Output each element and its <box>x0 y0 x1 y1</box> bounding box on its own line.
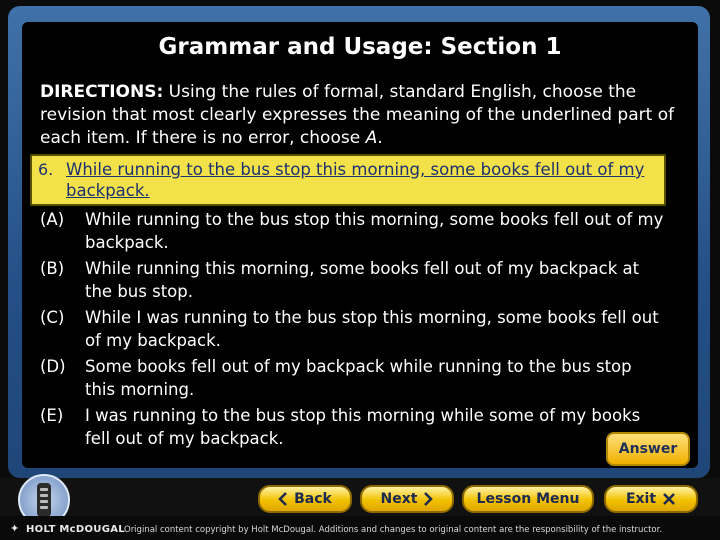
exit-button[interactable] <box>604 485 698 513</box>
choice-label: (C) <box>40 308 65 327</box>
back-label: Back <box>294 491 332 507</box>
choices-list <box>40 208 680 453</box>
slide-title: Grammar and Usage: Section 1 <box>158 34 562 60</box>
directions-letter: A <box>365 128 378 148</box>
lesson-menu-button[interactable] <box>462 485 594 513</box>
logo-icon: ✦ <box>10 522 20 535</box>
directions-end: . <box>377 128 383 148</box>
choice-label: (A) <box>40 210 65 229</box>
exit-label: Exit <box>625 491 657 507</box>
choice-label: (D) <box>40 357 66 376</box>
choice-text: While I was running to the bus stop this morning, some books fell out of my backpack. <box>85 308 659 350</box>
question-text: While running to the bus stop this morning, some books fell out of my backpack. <box>66 160 645 200</box>
lesson-menu-label: Lesson Menu <box>476 491 580 507</box>
directions <box>40 81 680 150</box>
question-number: 6. <box>38 160 54 179</box>
choice-label: (B) <box>40 259 65 278</box>
choice-b[interactable] <box>40 257 680 306</box>
choice-text: Some books fell out of my backpack while running to the bus stop this morning. <box>85 357 632 399</box>
choice-text: I was running to the bus stop this morning while some of my books fell out of my backpack. <box>85 406 641 448</box>
answer-button[interactable]: Answer <box>606 432 690 466</box>
publisher-logo: HOLT McDOUGAL <box>26 524 125 535</box>
directions-lead: DIRECTIONS: <box>40 82 164 102</box>
remote-control-icon <box>37 483 51 517</box>
choice-e[interactable] <box>40 404 680 453</box>
choice-d[interactable] <box>40 355 680 404</box>
choice-text: While running to the bus stop this morning, some books fell out of my backpack. <box>85 210 664 252</box>
back-button[interactable] <box>258 485 352 513</box>
next-label: Next <box>380 491 418 507</box>
question-box <box>30 154 666 206</box>
directions-text: Using the rules of formal, standard English, choose the revision that most clearly expresses the meaning of the underlined part of each item. If there is no error, choose <box>40 82 675 148</box>
choice-label: (E) <box>40 406 64 425</box>
chevron-right-icon <box>423 492 433 506</box>
copyright-text: Original content copyright by Holt McDougal. Additions and changes to original content are the responsibility of the instructor. <box>124 525 663 535</box>
close-icon <box>662 492 676 506</box>
choice-text: While running this morning, some books fell out of my backpack at the bus stop. <box>85 259 640 301</box>
chevron-left-icon <box>278 492 288 506</box>
choice-a[interactable] <box>40 208 680 257</box>
choice-c[interactable] <box>40 306 680 355</box>
next-button[interactable] <box>360 485 454 513</box>
